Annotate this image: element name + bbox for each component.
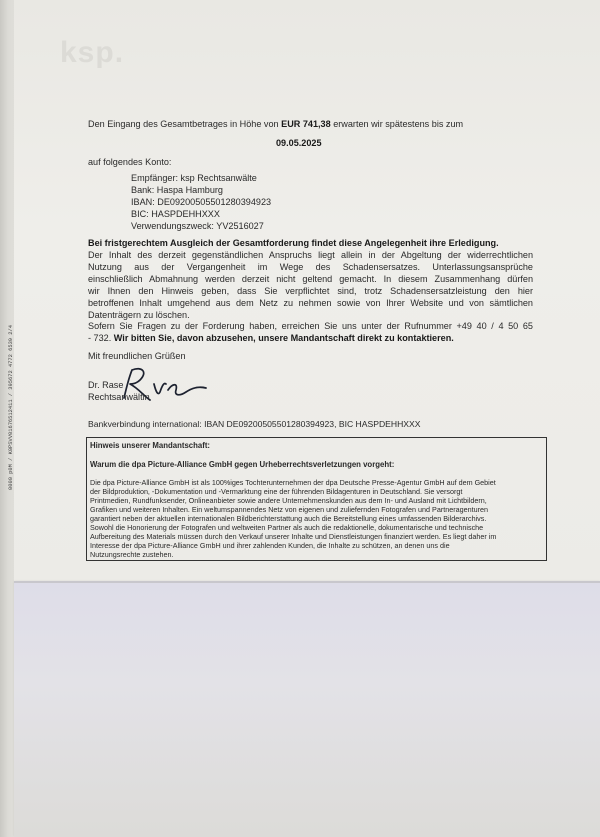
paragraph-line: Nutzung aus der Vergangenheit im Wege des Schadensersatzes. Unterlassungsansprüche bbox=[88, 262, 533, 272]
notice-question: Warum die dpa Picture-Alliance GmbH gegen Urheberrechtsverletzungen vorgeht: bbox=[90, 460, 395, 469]
closing-greeting: Mit freundlichen Grüßen bbox=[88, 351, 186, 361]
paragraph-line: wir Ihnen den Hinweis geben, dass Sie verpflichtet sind, trotz Schadensersatzleistung den hier bbox=[88, 286, 533, 296]
notice-line: der Bildproduktion, -Dokumentation und -Vermarktung eine der führenden Bildagenturen in Deutschland. Sie versorgt bbox=[90, 487, 463, 496]
watermark-logo: ksp. bbox=[60, 36, 125, 69]
notice-line: Printmedien, Rundfunksender, Onlineanbieter sowie andere Unternehmenskunden aus dem In- und Ausland mit Lichtbildern, bbox=[90, 496, 487, 505]
account-iban: IBAN: DE09200505501280394923 bbox=[131, 197, 272, 207]
notice-line: Aufbereitung des Materials müssen durch den Verkauf unserer Inhalte und Dienstleistungen finanziert werden. Es liegt daher im bbox=[90, 532, 497, 541]
side-reference-code: 0000 p0M / K0PSVV01676512411 / 395672 4772 6539 2/4 bbox=[8, 325, 14, 490]
letter-sheet-lower bbox=[14, 582, 600, 837]
notice-line: Die dpa Picture-Alliance GmbH ist als 100%iges Tochterunternehmen der dpa Deutsche Presse-Agentur GmbH auf dem Gebiet bbox=[90, 478, 496, 487]
paragraph-line: betroffenen Inhalt umgehend aus dem Netz zu nehmen sowie von Ihrer Website und von sämtlichen bbox=[88, 298, 533, 308]
paragraph-line: Datenträgern zu löschen. bbox=[88, 310, 190, 320]
phone-extension: - 732. bbox=[88, 333, 112, 343]
due-date: 09.05.2025 bbox=[276, 138, 322, 148]
contact-line-2 bbox=[88, 332, 454, 344]
notice-line: Nutzungsrechte zustehen. bbox=[90, 550, 174, 559]
intro-prefix: Den Eingang des Gesamtbetrages in Höhe von bbox=[88, 119, 279, 129]
payment-intro-line bbox=[88, 118, 463, 130]
paper-fold bbox=[14, 581, 600, 583]
notice-line: Grafiken und weiteren Inhalten. Ein weltumspannendes Netz von eigenen und zuliefernden Fotografen und Partneragenturen bbox=[90, 505, 488, 514]
account-bic: BIC: HASPDEHHXXX bbox=[131, 209, 220, 219]
account-recipient: Empfänger: ksp Rechtsanwälte bbox=[131, 173, 257, 183]
notice-title: Hinweis unserer Mandantschaft: bbox=[90, 441, 211, 450]
total-amount: EUR 741,38 bbox=[281, 119, 331, 129]
paragraph-line: einschließlich Abmahnung werden derzeit nicht geltend gemacht. In diesem Zusammenhang dürfen bbox=[88, 274, 533, 284]
account-intro: auf folgendes Konto: bbox=[88, 157, 172, 167]
paragraph-line: Der Inhalt des derzeit gegenständlichen Anspruchs liegt allein in der Abgeltung der widerrechtlichen bbox=[88, 250, 533, 260]
contact-line: Sofern Sie Fragen zu der Forderung haben, erreichen Sie uns unter der Rufnummer +49 40 / 4 50 65 bbox=[88, 321, 533, 331]
notice-line: Interesse der dpa Picture-Alliance GmbH und ihrer zahlenden Kunden, die Inhalte zu schützen, an denen uns die bbox=[90, 541, 450, 550]
account-reference: Verwendungszweck: YV2516027 bbox=[131, 221, 264, 231]
no-direct-contact-notice: Wir bitten Sie, davon abzusehen, unsere Mandantschaft direkt zu kontaktieren. bbox=[113, 333, 454, 343]
signer-title: Rechtsanwältin bbox=[88, 392, 150, 402]
international-bank-details: Bankverbindung international: IBAN DE09200505501280394923, BIC HASPDEHHXXX bbox=[88, 419, 421, 429]
account-bank: Bank: Haspa Hamburg bbox=[131, 185, 223, 195]
intro-suffix: erwarten wir spätestens bis zum bbox=[333, 119, 464, 129]
settlement-heading: Bei fristgerechtem Ausgleich der Gesamtforderung findet diese Angelegenheit ihre Erledigung. bbox=[88, 238, 499, 248]
notice-line: garantiert neben der aktuellen internationalen Bildberichterstattung auch die Bereitstellung eines umfassenden Bilderarchivs. bbox=[90, 514, 487, 523]
signer-name: Dr. Rase bbox=[88, 380, 124, 390]
notice-line: Sowohl die Honorierung der Fotografen und weltweiten Partner als auch die redaktionelle, dokumentarische und technische bbox=[90, 523, 484, 532]
